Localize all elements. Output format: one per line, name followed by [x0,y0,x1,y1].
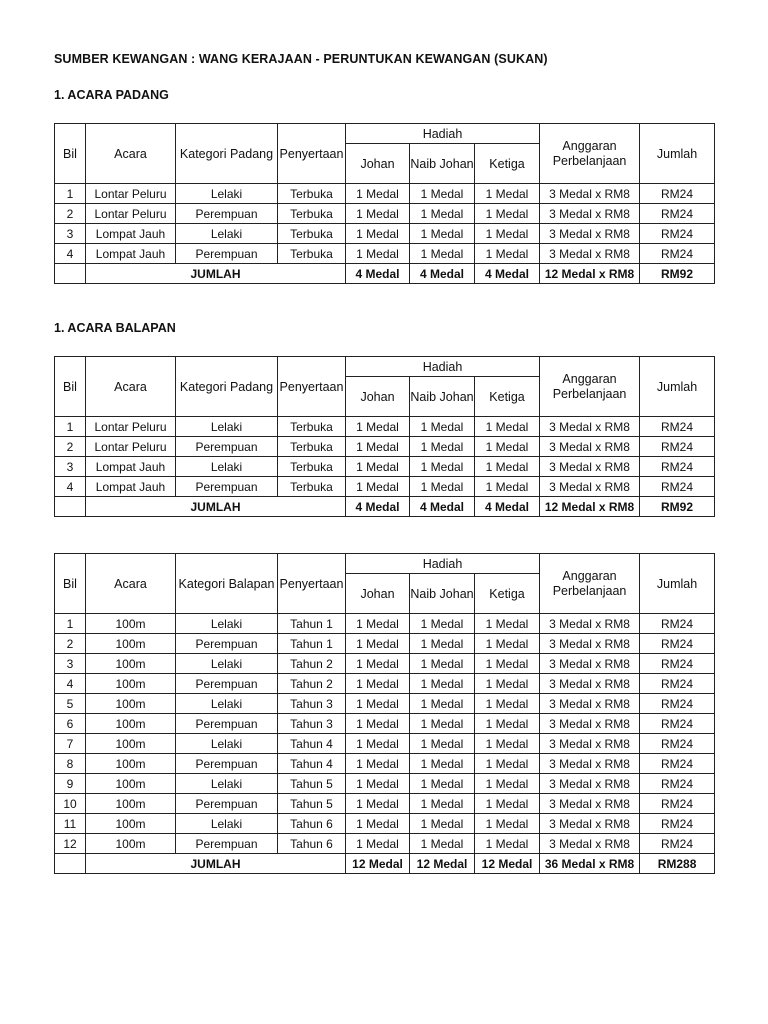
cell-ketiga: 1 Medal [475,774,540,794]
cell-bil: 3 [55,654,86,674]
header-naib-johan: Naib Johan [410,144,475,184]
cell-johan: 1 Medal [346,457,410,477]
cell-naib-johan: 1 Medal [410,654,475,674]
cell-penyertaan: Tahun 2 [278,674,346,694]
cell-johan: 1 Medal [346,814,410,834]
cell-anggaran: 3 Medal x RM8 [540,834,640,854]
cell-ketiga: 1 Medal [475,654,540,674]
header-anggaran-perbelanjaan: Anggaran Perbelanjaan [540,554,640,614]
cell-acara: 100m [86,714,176,734]
cell-kategori: Lelaki [176,614,278,634]
cell-kategori: Perempuan [176,634,278,654]
header-anggaran-perbelanjaan: Anggaran Perbelanjaan [540,124,640,184]
cell-kategori: Perempuan [176,834,278,854]
cell-bil: 1 [55,184,86,204]
header-bil: Bil [55,124,86,184]
cell-johan: 1 Medal [346,654,410,674]
cell-acara: 100m [86,754,176,774]
cell-ketiga: 1 Medal [475,694,540,714]
cell-penyertaan: Tahun 3 [278,694,346,714]
total-ketiga: 4 Medal [475,264,540,284]
cell-naib-johan: 1 Medal [410,674,475,694]
cell-anggaran: 3 Medal x RM8 [540,734,640,754]
cell-naib-johan: 1 Medal [410,614,475,634]
cell-anggaran: 3 Medal x RM8 [540,244,640,264]
cell-bil: 2 [55,634,86,654]
total-row [55,854,715,874]
cell-acara: 100m [86,674,176,694]
cell-ketiga: 1 Medal [475,614,540,634]
cell-acara: 100m [86,654,176,674]
total-naib-johan: 4 Medal [410,497,475,517]
cell-naib-johan: 1 Medal [410,457,475,477]
total-anggaran: 36 Medal x RM8 [540,854,640,874]
cell-kategori: Perempuan [176,477,278,497]
cell-bil: 10 [55,794,86,814]
cell-acara: 100m [86,694,176,714]
cell-johan: 1 Medal [346,244,410,264]
cell-johan: 1 Medal [346,184,410,204]
cell-bil: 5 [55,694,86,714]
cell-jumlah: RM24 [640,614,715,634]
cell-jumlah: RM24 [640,457,715,477]
table-row [55,437,715,457]
cell-anggaran: 3 Medal x RM8 [540,774,640,794]
cell-naib-johan: 1 Medal [410,184,475,204]
header-ketiga: Ketiga [475,574,540,614]
cell-anggaran: 3 Medal x RM8 [540,614,640,634]
cell-johan: 1 Medal [346,794,410,814]
table-row [55,674,715,694]
table-row [55,614,715,634]
total-label: JUMLAH [86,264,346,284]
cell-acara: 100m [86,634,176,654]
cell-anggaran: 3 Medal x RM8 [540,654,640,674]
cell-penyertaan: Terbuka [278,437,346,457]
cell-anggaran: 3 Medal x RM8 [540,674,640,694]
cell-acara: Lompat Jauh [86,457,176,477]
cell-naib-johan: 1 Medal [410,244,475,264]
cell-penyertaan: Terbuka [278,417,346,437]
header-hadiah: Hadiah [346,124,540,144]
table-row [55,734,715,754]
table-row [55,477,715,497]
cell-johan: 1 Medal [346,774,410,794]
cell-ketiga: 1 Medal [475,244,540,264]
cell-anggaran: 3 Medal x RM8 [540,224,640,244]
cell-naib-johan: 1 Medal [410,834,475,854]
header-hadiah: Hadiah [346,554,540,574]
cell-naib-johan: 1 Medal [410,754,475,774]
cell-penyertaan: Tahun 4 [278,734,346,754]
cell-kategori: Lelaki [176,184,278,204]
header-jumlah: Jumlah [640,124,715,184]
total-ketiga: 12 Medal [475,854,540,874]
cell-kategori: Perempuan [176,437,278,457]
cell-anggaran: 3 Medal x RM8 [540,184,640,204]
table-row [55,774,715,794]
cell-ketiga: 1 Medal [475,477,540,497]
cell-ketiga: 1 Medal [475,794,540,814]
cell-ketiga: 1 Medal [475,204,540,224]
header-jumlah: Jumlah [640,554,715,614]
header-jumlah: Jumlah [640,357,715,417]
cell-naib-johan: 1 Medal [410,437,475,457]
header-naib-johan: Naib Johan [410,574,475,614]
cell-acara: 100m [86,774,176,794]
cell-naib-johan: 1 Medal [410,794,475,814]
cell-bil: 12 [55,834,86,854]
cell-kategori: Lelaki [176,654,278,674]
cell-naib-johan: 1 Medal [410,224,475,244]
cell-kategori: Perempuan [176,244,278,264]
header-ketiga: Ketiga [475,377,540,417]
cell-johan: 1 Medal [346,614,410,634]
cell-naib-johan: 1 Medal [410,694,475,714]
total-blank-cell [55,854,86,874]
cell-ketiga: 1 Medal [475,634,540,654]
budget-table-balapan-100m [54,553,715,874]
header-johan: Johan [346,144,410,184]
table-row [55,754,715,774]
header-kategori: Kategori Padang [176,124,278,184]
header-naib-johan: Naib Johan [410,377,475,417]
cell-naib-johan: 1 Medal [410,714,475,734]
cell-bil: 6 [55,714,86,734]
cell-bil: 2 [55,437,86,457]
cell-bil: 4 [55,674,86,694]
cell-ketiga: 1 Medal [475,457,540,477]
total-jumlah: RM92 [640,497,715,517]
document-title: SUMBER KEWANGAN : WANG KERAJAAN - PERUNTUKAN KEWANGAN (SUKAN) [54,52,548,66]
table-row [55,244,715,264]
cell-penyertaan: Terbuka [278,477,346,497]
cell-naib-johan: 1 Medal [410,477,475,497]
cell-bil: 1 [55,417,86,437]
cell-jumlah: RM24 [640,834,715,854]
cell-johan: 1 Medal [346,714,410,734]
cell-anggaran: 3 Medal x RM8 [540,794,640,814]
cell-penyertaan: Tahun 6 [278,834,346,854]
cell-kategori: Lelaki [176,694,278,714]
header-acara: Acara [86,554,176,614]
total-johan: 4 Medal [346,497,410,517]
cell-penyertaan: Tahun 5 [278,774,346,794]
cell-penyertaan: Terbuka [278,244,346,264]
cell-jumlah: RM24 [640,634,715,654]
cell-acara: 100m [86,614,176,634]
cell-johan: 1 Medal [346,754,410,774]
header-penyertaan: Penyertaan [278,554,346,614]
cell-johan: 1 Medal [346,734,410,754]
cell-johan: 1 Medal [346,694,410,714]
cell-jumlah: RM24 [640,794,715,814]
budget-table-acara-balapan [54,356,715,517]
header-acara: Acara [86,124,176,184]
cell-ketiga: 1 Medal [475,224,540,244]
table-row [55,204,715,224]
cell-acara: Lompat Jauh [86,477,176,497]
cell-penyertaan: Terbuka [278,224,346,244]
cell-kategori: Perempuan [176,754,278,774]
cell-penyertaan: Terbuka [278,184,346,204]
cell-kategori: Perempuan [176,794,278,814]
cell-jumlah: RM24 [640,417,715,437]
cell-jumlah: RM24 [640,694,715,714]
cell-anggaran: 3 Medal x RM8 [540,814,640,834]
table-row [55,184,715,204]
header-anggaran-perbelanjaan: Anggaran Perbelanjaan [540,357,640,417]
cell-johan: 1 Medal [346,224,410,244]
total-label: JUMLAH [86,854,346,874]
cell-anggaran: 3 Medal x RM8 [540,417,640,437]
total-ketiga: 4 Medal [475,497,540,517]
cell-jumlah: RM24 [640,814,715,834]
header-hadiah: Hadiah [346,357,540,377]
cell-anggaran: 3 Medal x RM8 [540,437,640,457]
cell-ketiga: 1 Medal [475,734,540,754]
cell-kategori: Lelaki [176,774,278,794]
cell-jumlah: RM24 [640,714,715,734]
cell-bil: 9 [55,774,86,794]
section-heading-acara-balapan: 1. ACARA BALAPAN [54,321,176,335]
cell-acara: Lontar Peluru [86,204,176,224]
cell-ketiga: 1 Medal [475,814,540,834]
total-blank-cell [55,264,86,284]
cell-bil: 8 [55,754,86,774]
header-bil: Bil [55,357,86,417]
table-row [55,457,715,477]
cell-bil: 3 [55,224,86,244]
cell-anggaran: 3 Medal x RM8 [540,477,640,497]
header-ketiga: Ketiga [475,144,540,184]
cell-bil: 2 [55,204,86,224]
cell-naib-johan: 1 Medal [410,734,475,754]
cell-jumlah: RM24 [640,774,715,794]
cell-penyertaan: Tahun 1 [278,634,346,654]
cell-bil: 1 [55,614,86,634]
cell-jumlah: RM24 [640,477,715,497]
cell-bil: 4 [55,244,86,264]
cell-bil: 11 [55,814,86,834]
cell-penyertaan: Tahun 2 [278,654,346,674]
table-row [55,794,715,814]
total-jumlah: RM92 [640,264,715,284]
total-row [55,497,715,517]
total-anggaran: 12 Medal x RM8 [540,264,640,284]
cell-anggaran: 3 Medal x RM8 [540,694,640,714]
cell-johan: 1 Medal [346,634,410,654]
cell-anggaran: 3 Medal x RM8 [540,754,640,774]
cell-acara: 100m [86,814,176,834]
cell-penyertaan: Tahun 3 [278,714,346,734]
cell-naib-johan: 1 Medal [410,814,475,834]
cell-ketiga: 1 Medal [475,714,540,734]
cell-bil: 4 [55,477,86,497]
cell-jumlah: RM24 [640,204,715,224]
cell-naib-johan: 1 Medal [410,634,475,654]
header-kategori: Kategori Balapan [176,554,278,614]
cell-johan: 1 Medal [346,477,410,497]
total-row [55,264,715,284]
cell-acara: Lontar Peluru [86,437,176,457]
table-row [55,634,715,654]
cell-ketiga: 1 Medal [475,184,540,204]
cell-ketiga: 1 Medal [475,754,540,774]
cell-penyertaan: Terbuka [278,204,346,224]
cell-johan: 1 Medal [346,834,410,854]
cell-jumlah: RM24 [640,754,715,774]
cell-acara: 100m [86,834,176,854]
cell-jumlah: RM24 [640,244,715,264]
cell-johan: 1 Medal [346,204,410,224]
total-naib-johan: 4 Medal [410,264,475,284]
table-row [55,417,715,437]
cell-penyertaan: Terbuka [278,457,346,477]
total-jumlah: RM288 [640,854,715,874]
table-row [55,654,715,674]
cell-anggaran: 3 Medal x RM8 [540,457,640,477]
cell-acara: Lontar Peluru [86,417,176,437]
header-johan: Johan [346,574,410,614]
header-penyertaan: Penyertaan [278,124,346,184]
cell-bil: 3 [55,457,86,477]
cell-kategori: Lelaki [176,814,278,834]
cell-kategori: Perempuan [176,674,278,694]
total-label: JUMLAH [86,497,346,517]
cell-ketiga: 1 Medal [475,417,540,437]
table-row [55,814,715,834]
cell-kategori: Perempuan [176,714,278,734]
cell-acara: 100m [86,794,176,814]
table-row [55,694,715,714]
cell-johan: 1 Medal [346,674,410,694]
cell-anggaran: 3 Medal x RM8 [540,714,640,734]
cell-penyertaan: Tahun 5 [278,794,346,814]
cell-ketiga: 1 Medal [475,437,540,457]
cell-naib-johan: 1 Medal [410,774,475,794]
cell-anggaran: 3 Medal x RM8 [540,634,640,654]
cell-kategori: Lelaki [176,734,278,754]
cell-johan: 1 Medal [346,437,410,457]
cell-jumlah: RM24 [640,437,715,457]
cell-jumlah: RM24 [640,224,715,244]
table-row [55,834,715,854]
cell-anggaran: 3 Medal x RM8 [540,204,640,224]
cell-kategori: Lelaki [176,457,278,477]
cell-naib-johan: 1 Medal [410,417,475,437]
cell-ketiga: 1 Medal [475,834,540,854]
header-acara: Acara [86,357,176,417]
cell-kategori: Lelaki [176,417,278,437]
total-blank-cell [55,497,86,517]
cell-acara: Lompat Jauh [86,224,176,244]
cell-acara: 100m [86,734,176,754]
cell-ketiga: 1 Medal [475,674,540,694]
cell-acara: Lontar Peluru [86,184,176,204]
header-penyertaan: Penyertaan [278,357,346,417]
cell-jumlah: RM24 [640,184,715,204]
cell-jumlah: RM24 [640,654,715,674]
cell-penyertaan: Tahun 4 [278,754,346,774]
table-row [55,714,715,734]
header-bil: Bil [55,554,86,614]
cell-penyertaan: Tahun 6 [278,814,346,834]
cell-naib-johan: 1 Medal [410,204,475,224]
section-heading-acara-padang: 1. ACARA PADANG [54,88,169,102]
cell-jumlah: RM24 [640,674,715,694]
header-kategori: Kategori Padang [176,357,278,417]
total-johan: 4 Medal [346,264,410,284]
total-naib-johan: 12 Medal [410,854,475,874]
total-johan: 12 Medal [346,854,410,874]
cell-jumlah: RM24 [640,734,715,754]
cell-penyertaan: Tahun 1 [278,614,346,634]
cell-acara: Lompat Jauh [86,244,176,264]
cell-kategori: Lelaki [176,224,278,244]
cell-kategori: Perempuan [176,204,278,224]
budget-table-acara-padang [54,123,715,284]
cell-johan: 1 Medal [346,417,410,437]
cell-bil: 7 [55,734,86,754]
table-row [55,224,715,244]
total-anggaran: 12 Medal x RM8 [540,497,640,517]
header-johan: Johan [346,377,410,417]
